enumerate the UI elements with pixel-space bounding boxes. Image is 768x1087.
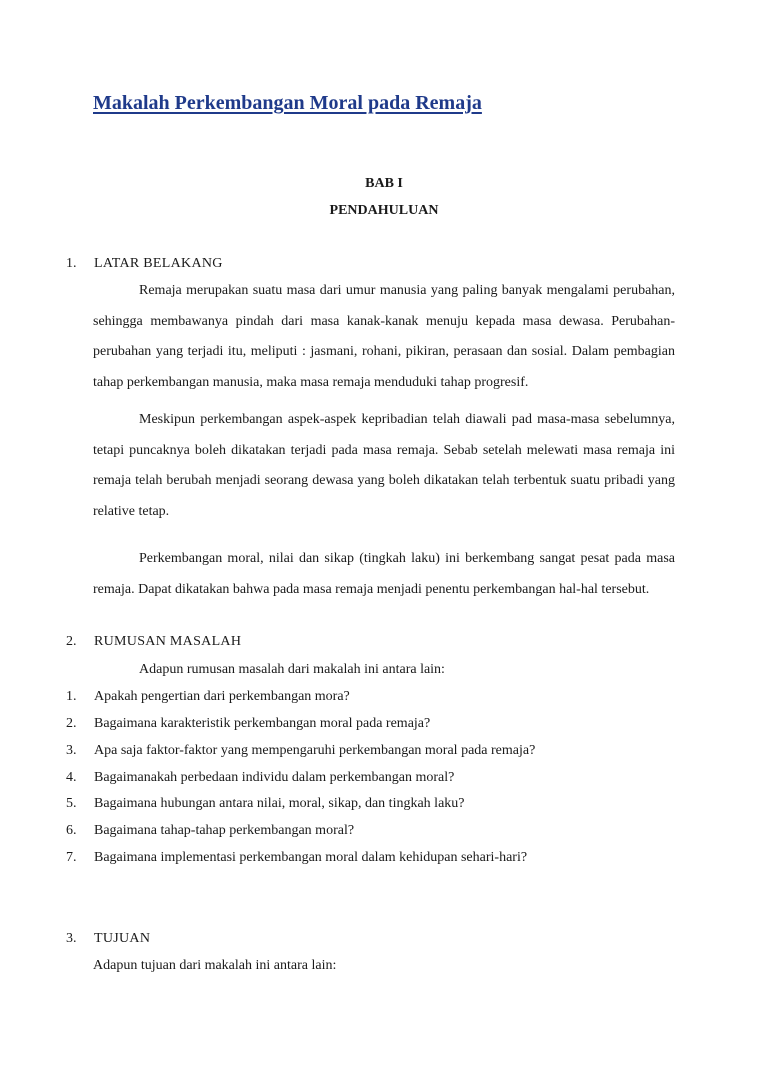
section-number: 2. bbox=[66, 634, 77, 649]
list-item-number: 2. bbox=[66, 716, 77, 731]
list-item: Apakah pengertian dari perkembangan mora? bbox=[94, 689, 350, 704]
rumusan-intro: Adapun rumusan masalah dari makalah ini antara lain: bbox=[139, 662, 445, 677]
list-item: Bagaimanakah perbedaan individu dalam perkembangan moral? bbox=[94, 770, 455, 785]
list-item: Bagaimana tahap-tahap perkembangan moral? bbox=[94, 823, 355, 838]
list-item: Bagaimana implementasi perkembangan moral dalam kehidupan sehari-hari? bbox=[94, 850, 528, 865]
section-heading-rumusan-masalah: RUMUSAN MASALAH bbox=[94, 634, 242, 649]
section-heading-tujuan: TUJUAN bbox=[94, 931, 151, 946]
section-number: 3. bbox=[66, 931, 77, 946]
list-item: Bagaimana karakteristik perkembangan moral pada remaja? bbox=[94, 716, 431, 731]
list-item-number: 3. bbox=[66, 743, 77, 758]
section-heading-latar-belakang: LATAR BELAKANG bbox=[94, 256, 223, 271]
list-item: Bagaimana hubungan antara nilai, moral, sikap, dan tingkah laku? bbox=[94, 796, 465, 811]
latar-paragraph-2: Meskipun perkembangan aspek-aspek kepribadian telah diawali pad masa-masa sebelumnya, tetapi puncaknya boleh dikatakan terjadi pada masa remaja. Sebab setelah melewati masa remaja ini remaja telah berubah menjadi seorang dewasa yang boleh dikatakan telah terbentuk suatu pribadi yang relative tetap. bbox=[93, 412, 675, 519]
list-item-number: 4. bbox=[66, 770, 77, 785]
section-number: 1. bbox=[66, 256, 77, 271]
list-item-number: 1. bbox=[66, 689, 77, 704]
list-item-number: 6. bbox=[66, 823, 77, 838]
chapter-title: PENDAHULUAN bbox=[329, 203, 439, 218]
tujuan-intro: Adapun tujuan dari makalah ini antara lain: bbox=[93, 958, 337, 973]
chapter-number: BAB I bbox=[365, 176, 403, 191]
latar-paragraph-3: Perkembangan moral, nilai dan sikap (tingkah laku) ini berkembang sangat pesat pada masa remaja. Dapat dikatakan bahwa pada masa remaja menjadi penentu perkembangan hal-hal tersebut. bbox=[93, 551, 675, 597]
latar-paragraph-1: Remaja merupakan suatu masa dari umur manusia yang paling banyak mengalami perubahan, sehingga membawanya pindah dari masa kanak-kanak menuju kepada masa dewasa. Perubahan-perubahan yang terjadi itu, meliputi : jasmani, rohani, pikiran, perasaan dan sosial. Dalam pembagian tahap perkembangan manusia, maka masa remaja menduduki tahap progresif. bbox=[93, 283, 675, 390]
list-item: Apa saja faktor-faktor yang mempengaruhi perkembangan moral pada remaja? bbox=[94, 743, 536, 758]
list-item-number: 5. bbox=[66, 796, 77, 811]
list-item-number: 7. bbox=[66, 850, 77, 865]
document-title-link[interactable]: Makalah Perkembangan Moral pada Remaja bbox=[93, 92, 482, 114]
